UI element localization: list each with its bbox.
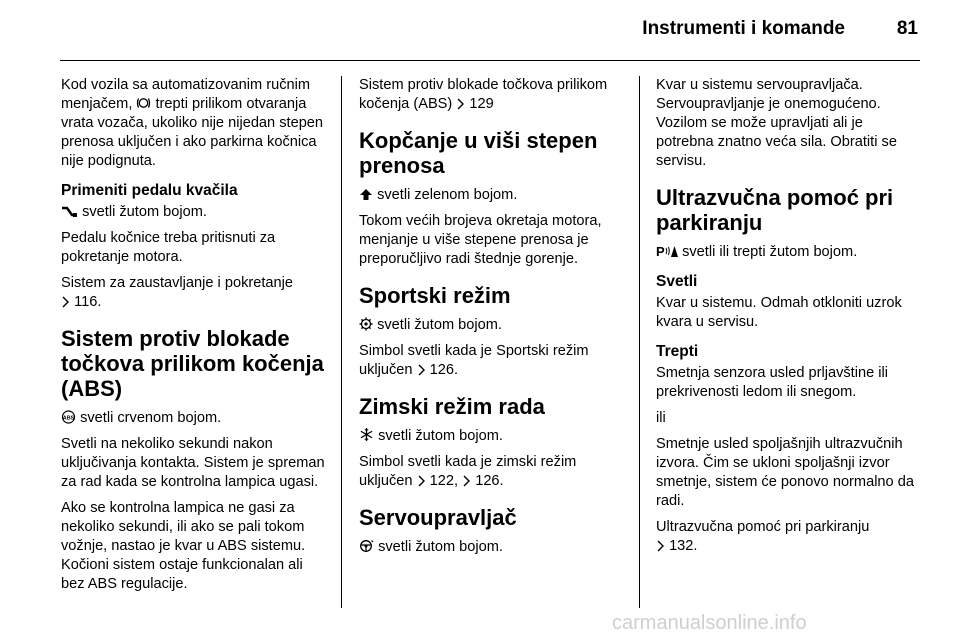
gearbox-warning-icon <box>136 96 151 110</box>
upshift-heading: Kopčanje u viši stepen prenosa <box>359 128 598 178</box>
clutch-paragraph-1: Pedalu kočnice treba pritisnuti za pokretanje motora. <box>61 230 276 265</box>
abs-warning-icon <box>61 410 76 424</box>
power-steering-heading: Servoupravljač <box>359 505 517 530</box>
steering-wheel-icon <box>359 539 374 553</box>
svg-text:ABS: ABS <box>62 415 75 422</box>
blink-paragraph-3: Ultrazvučna pomoć pri parkiranju 132. <box>656 519 870 554</box>
svg-text:P: P <box>656 244 665 258</box>
column-1 <box>61 76 329 601</box>
abs-indicator-line: ABS svetli crvenom bojom. <box>62 410 222 426</box>
upshift-indicator-line: svetli zelenom bojom. <box>359 186 625 205</box>
clutch-indicator-line: svetli žutom bojom. <box>61 203 329 222</box>
page-reference-icon <box>462 475 471 487</box>
page-reference[interactable]: 126. <box>475 473 504 489</box>
upshift-arrow-icon <box>359 188 373 201</box>
parking-indicator-line: P svetli ili trepti žutom bojom. <box>656 244 858 260</box>
intro-paragraph: Kod vozila sa automatizovanim ručnim menjačem, trepti prilikom otvaranja vrata vozača, ukoliko nije nijedan stepen prenosa uključen i ako parkirna kočnica nije podignuta. <box>61 77 324 169</box>
page-reference[interactable]: 116. <box>74 294 102 310</box>
page-reference-icon <box>656 540 665 552</box>
blink-heading: Trepti <box>656 343 699 360</box>
column-divider-2 <box>639 76 640 608</box>
column-divider-1 <box>341 76 342 608</box>
parking-assist-heading: Ultrazvučna pomoć pri parkiranju <box>656 185 894 235</box>
parking-assist-icon <box>656 244 678 258</box>
lit-heading: Svetli <box>656 273 698 290</box>
abs-paragraph-2: Ako se kontrolna lampica ne gasi za nekoliko sekundi, ili ako se pali tokom vožnje, nastao je kvar u ABS sistemu. Kočioni sistem ostaje funkcionalan ali bez ABS regulacije. <box>61 500 306 592</box>
snowflake-icon <box>359 427 374 442</box>
page-reference-icon <box>417 475 426 487</box>
clutch-paragraph-2: Sistem za zaustavljanje i pokretanje 116. <box>61 275 293 310</box>
page-reference[interactable]: 132. <box>669 538 698 554</box>
page-reference-icon <box>456 98 465 110</box>
winter-mode-heading: Zimski režim rada <box>359 394 545 419</box>
sport-paragraph: Simbol svetli kada je Sportski režim uključen 126. <box>359 343 589 378</box>
sport-mode-icon <box>359 317 373 331</box>
clutch-pedal-icon <box>61 205 78 218</box>
page-reference[interactable]: 122, <box>429 473 459 489</box>
winter-indicator-line: svetli žutom bojom. <box>359 427 625 446</box>
page-reference[interactable]: 126. <box>429 362 459 378</box>
upshift-paragraph: Tokom većih brojeva okretaja motora, menjanje u više stepene prenosa je preporučljivo radi štednje gorenje. <box>359 213 602 267</box>
sport-mode-heading: Sportski režim <box>359 283 511 308</box>
abs-heading: Sistem protiv blokade točkova prilikom kočenja (ABS) <box>61 326 324 401</box>
page-number: 81 <box>896 18 918 39</box>
header-rule <box>60 60 920 61</box>
page-header-title: Instrumenti i komande <box>642 18 845 39</box>
power-steering-indicator-line: svetli žutom bojom. <box>359 538 625 557</box>
page-reference-icon <box>417 364 426 376</box>
page-reference-icon <box>61 296 70 308</box>
sport-indicator-line: svetli žutom bojom. <box>359 316 625 335</box>
clutch-heading: Primeniti pedalu kvačila <box>61 182 238 199</box>
blink-paragraph-1: Smetnja senzora usled prljavštine ili prekrivenosti ledom ili snegom. <box>656 365 888 400</box>
column-2 <box>359 76 625 564</box>
blink-paragraph-2: Smetnje usled spoljašnjih ultrazvučnih izvora. Čim se ukloni spoljašnji izvor smetnje, sistem će ponovo normalno da radi. <box>656 436 914 509</box>
page-reference[interactable]: 129 <box>469 96 494 112</box>
abs-reference-paragraph: Sistem protiv blokade točkova prilikom kočenja (ABS) 129 <box>359 77 608 112</box>
power-steering-fault-paragraph: Kvar u sistemu servoupravljača. Servoupravljanje je onemogućeno. Vozilom se može upravljati ali je potrebna znatno veća sila. Obratiti se servisu. <box>656 77 897 169</box>
column-3 <box>656 76 922 563</box>
abs-paragraph-1: Svetli na nekoliko sekundi nakon uključivanja kontakta. Sistem je spreman za rad kada se kontrolna lampica ugasi. <box>61 436 325 490</box>
winter-paragraph: Simbol svetli kada je zimski režim uključen 122, 126. <box>359 454 577 489</box>
lit-paragraph: Kvar u sistemu. Odmah otkloniti uzrok kvara u servisu. <box>656 295 902 330</box>
blink-or: ili <box>656 410 666 426</box>
watermark: carmanualsonline.info <box>612 612 807 634</box>
